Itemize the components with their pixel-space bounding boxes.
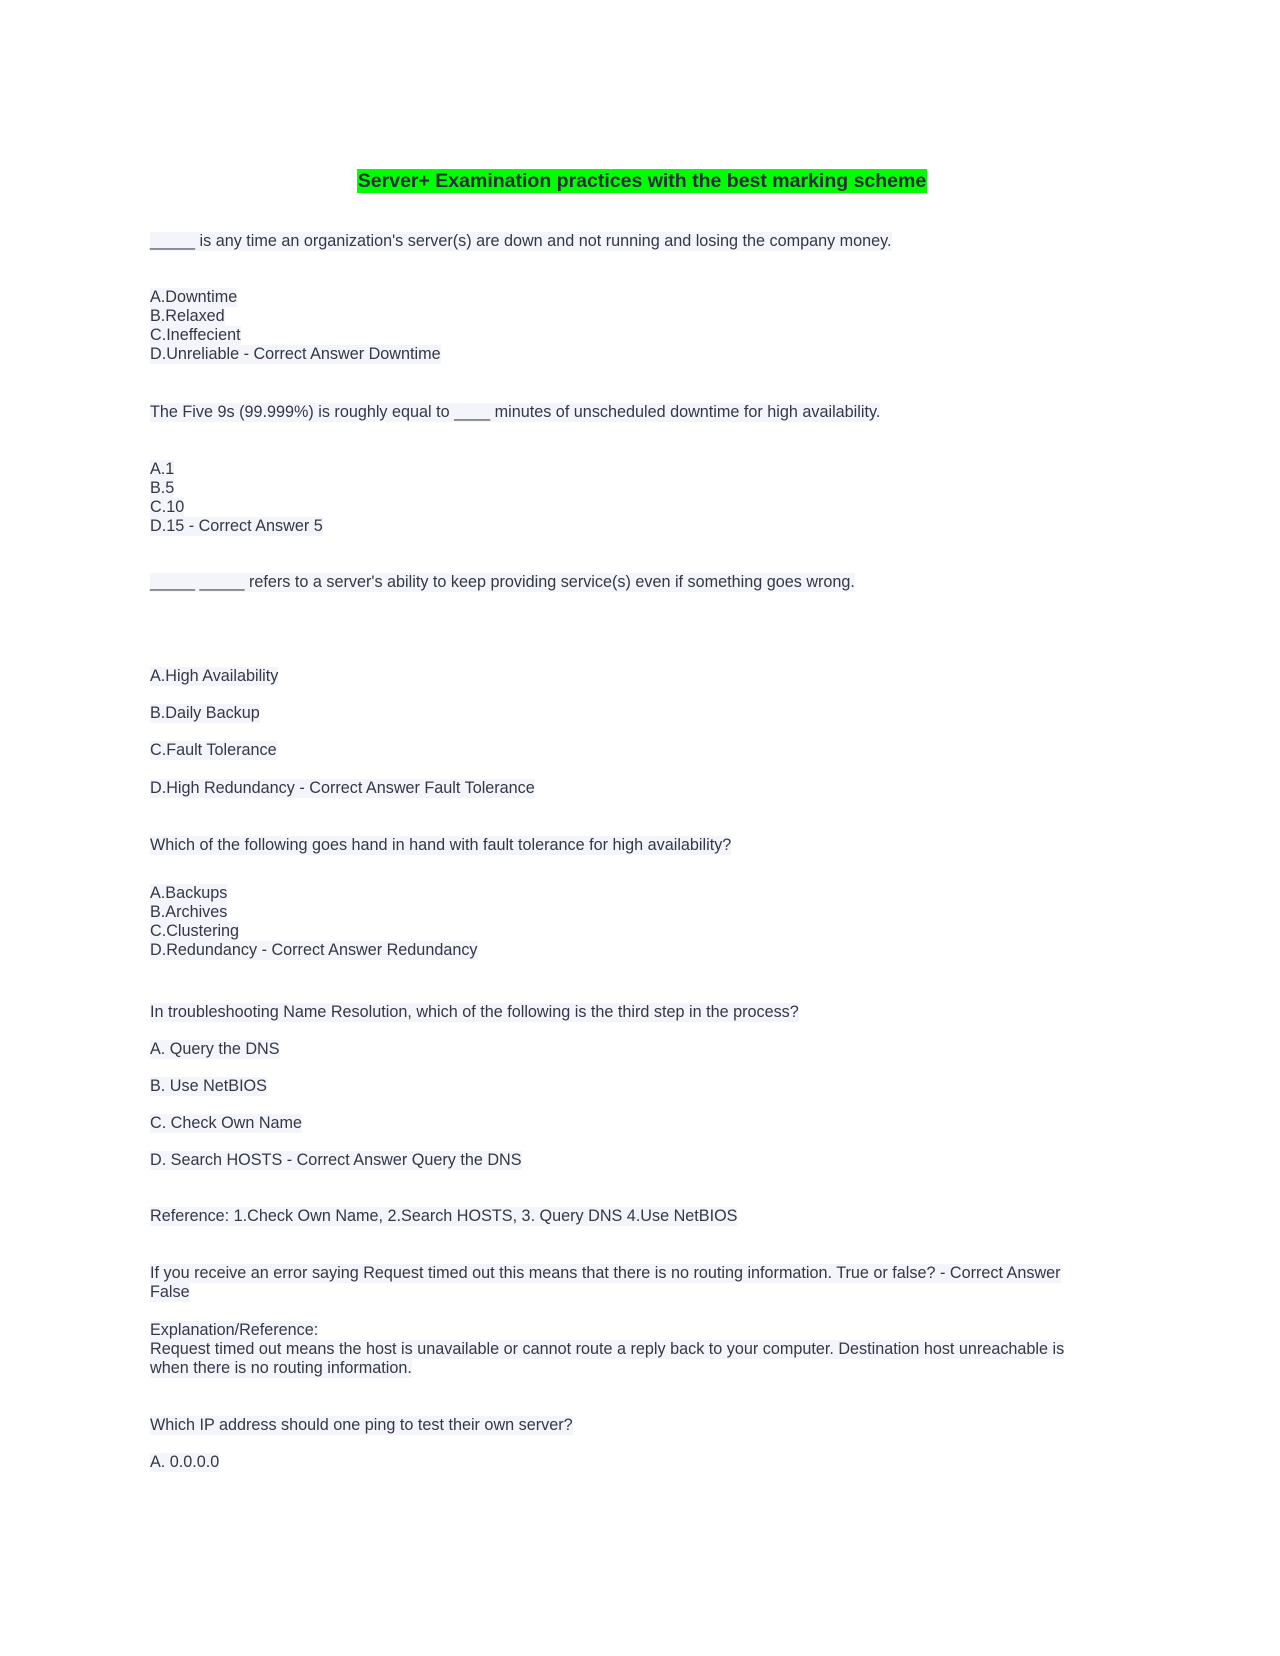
option-text: A.1 — [150, 460, 175, 478]
option-text: D.High Redundancy - Correct Answer Fault Tolerance — [150, 779, 535, 797]
option-text: A.High Availability — [150, 667, 279, 685]
question-6-explanation-line-1 — [150, 1340, 1064, 1359]
question-5-reference — [150, 1207, 737, 1226]
question-5-stem — [150, 1003, 799, 1022]
question-text: The Five 9s (99.999%) is roughly equal to ____ minutes of unscheduled downtime for high availability. — [150, 403, 881, 421]
option-text: D.Unreliable - Correct Answer Downtime — [150, 345, 441, 363]
option-text: D. Search HOSTS - Correct Answer Query the DNS — [150, 1151, 522, 1169]
explanation-label: Explanation/Reference: — [150, 1321, 319, 1339]
title-container — [0, 169, 1280, 193]
option-text: C. Check Own Name — [150, 1114, 303, 1132]
question-text: In troubleshooting Name Resolution, which of the following is the third step in the process? — [150, 1003, 799, 1021]
question-2-option-c — [150, 498, 184, 517]
question-1-option-a — [150, 288, 237, 307]
question-6-explanation-label — [150, 1321, 318, 1340]
option-text: C.Clustering — [150, 922, 240, 940]
question-5-option-c — [150, 1114, 302, 1133]
question-5-option-d — [150, 1151, 522, 1170]
question-1-option-d — [150, 345, 441, 364]
question-text: If you receive an error saying Request timed out this means that there is no routing information. True or false? - Correct Answer — [150, 1264, 1061, 1282]
option-text: A. Query the DNS — [150, 1040, 280, 1058]
question-2-stem — [150, 403, 880, 422]
question-6-stem-line-1 — [150, 1264, 1061, 1283]
answer-text: False — [150, 1283, 190, 1301]
option-text: D.15 - Correct Answer 5 — [150, 517, 323, 535]
question-4-option-a — [150, 884, 227, 903]
question-1-option-c — [150, 326, 241, 345]
question-text: _____ _____ refers to a server's ability to keep providing service(s) even if something goes wrong. — [150, 573, 855, 591]
option-text: B.5 — [150, 479, 175, 497]
option-text: A.Backups — [150, 884, 228, 902]
question-3-option-c — [150, 741, 277, 760]
question-1-option-b — [150, 307, 225, 326]
question-3-option-a — [150, 667, 278, 686]
question-6-stem-line-2 — [150, 1283, 190, 1302]
option-text: B. Use NetBIOS — [150, 1077, 267, 1095]
option-text: A.Downtime — [150, 288, 238, 306]
option-text: D.Redundancy - Correct Answer Redundancy — [150, 941, 478, 959]
option-text: B.Daily Backup — [150, 704, 260, 722]
question-6-explanation-line-2 — [150, 1359, 412, 1378]
reference-text: Reference: 1.Check Own Name, 2.Search HOSTS, 3. Query DNS 4.Use NetBIOS — [150, 1207, 738, 1225]
option-text: C.Fault Tolerance — [150, 741, 277, 759]
option-text: A. 0.0.0.0 — [150, 1453, 220, 1471]
question-5-option-b — [150, 1077, 267, 1096]
question-2-option-b — [150, 479, 174, 498]
question-2-option-a — [150, 460, 174, 479]
question-2-option-d — [150, 517, 323, 536]
explanation-text: Request timed out means the host is unavailable or cannot route a reply back to your computer. Destination host unreachable is — [150, 1340, 1065, 1358]
question-4-option-d — [150, 941, 478, 960]
question-7-option-a — [150, 1453, 219, 1472]
question-3-stem — [150, 573, 855, 592]
question-text: Which of the following goes hand in hand with fault tolerance for high availability? — [150, 836, 732, 854]
question-3-option-d — [150, 779, 535, 798]
question-5-option-a — [150, 1040, 280, 1059]
explanation-text: when there is no routing information. — [150, 1359, 412, 1377]
question-4-option-c — [150, 922, 239, 941]
question-3-option-b — [150, 704, 260, 723]
question-text: Which IP address should one ping to test their own server? — [150, 1416, 573, 1434]
document-title: Server+ Examination practices with the best marking scheme — [357, 170, 927, 192]
question-4-option-b — [150, 903, 227, 922]
question-7-stem — [150, 1416, 573, 1435]
question-text: _____ is any time an organization's server(s) are down and not running and losing the company money. — [150, 232, 892, 250]
question-1-stem — [150, 232, 892, 251]
option-text: C.Ineffecient — [150, 326, 241, 344]
question-4-stem — [150, 836, 731, 855]
option-text: B.Archives — [150, 903, 228, 921]
option-text: C.10 — [150, 498, 185, 516]
option-text: B.Relaxed — [150, 307, 225, 325]
